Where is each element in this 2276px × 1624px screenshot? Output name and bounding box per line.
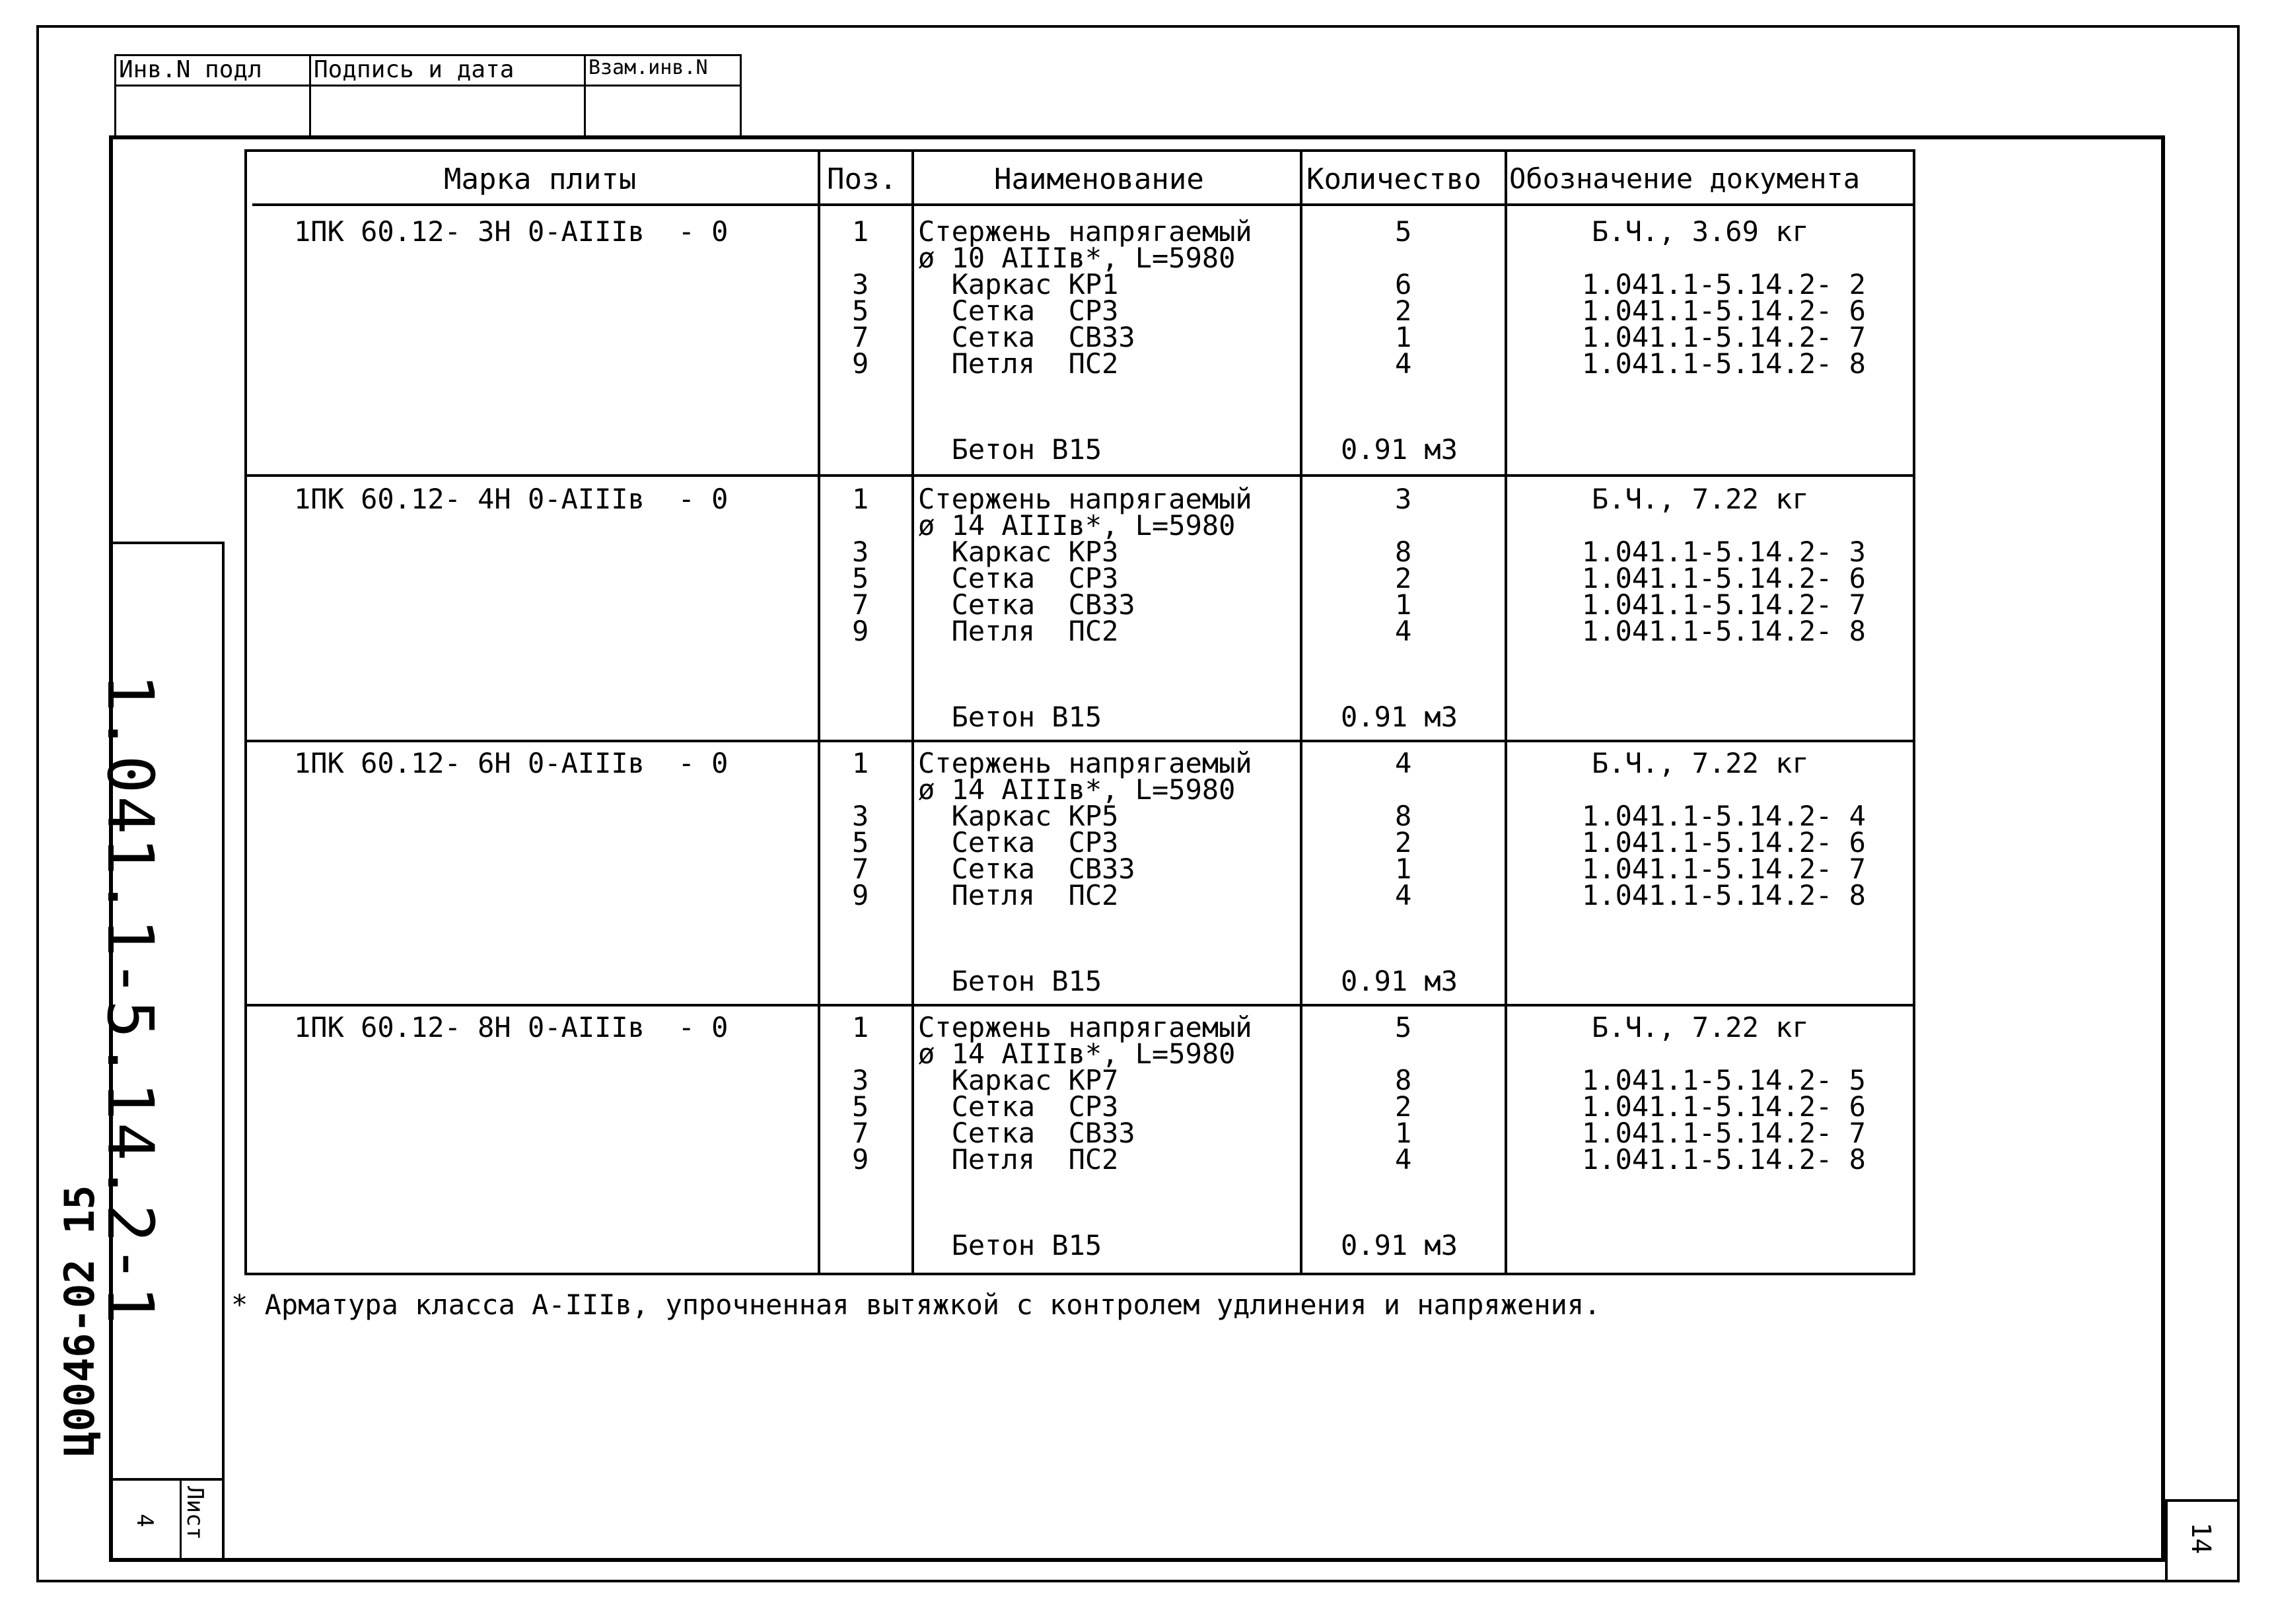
row-qty: 8 (1395, 800, 1412, 832)
row-name: Сетка СВ33 (918, 1117, 1135, 1149)
side-archive-code: Ц0046-02 15 (55, 1185, 104, 1456)
row-name: Петля ПС2 (918, 347, 1119, 380)
row-name: Сетка СВ33 (918, 853, 1135, 885)
row-pos: 5 (852, 826, 869, 859)
row-pos: 1 (852, 747, 869, 779)
row-qty: 6 (1395, 268, 1412, 300)
row-doc: 1.041.1-5.14.2- 6 (1582, 562, 1866, 594)
row-name: ø 14 AIIIв*, L=5980 (918, 773, 1236, 806)
side-sheet-number: 4 (131, 1514, 158, 1528)
row-qty: 5 (1395, 1011, 1412, 1043)
row-pos: 1 (852, 483, 869, 515)
row-name: Сетка СР3 (918, 826, 1119, 859)
row-volume: 0.91 м3 (1341, 701, 1458, 733)
header-mark: Марка плиты (444, 162, 637, 196)
row-pos: 3 (852, 536, 869, 568)
row-name: Стержень напрягаемый (918, 747, 1252, 779)
row-pos: 9 (852, 347, 869, 380)
side-doc-code: 1.041.1-5.14.2-1 (93, 674, 167, 1327)
row-name: ø 14 AIIIв*, L=5980 (918, 509, 1236, 542)
row-name: Стержень напрягаемый (918, 483, 1252, 515)
footnote: * Арматура класса А-IIIв, упрочненная вытяжкой с контролем удлинения и напряжения. (231, 1289, 1601, 1321)
row-doc: 1.041.1-5.14.2- 4 (1582, 800, 1866, 832)
row-pos: 1 (852, 1011, 869, 1043)
row-qty: 5 (1395, 215, 1412, 248)
row-qty: 4 (1395, 615, 1412, 647)
header-name: Наименование (994, 162, 1204, 196)
row-qty: 8 (1395, 536, 1412, 568)
row-qty: 2 (1395, 826, 1412, 859)
row-concrete: Бетон В15 (918, 965, 1102, 997)
row-doc: 1.041.1-5.14.2- 3 (1582, 536, 1866, 568)
row-doc: 1.041.1-5.14.2- 8 (1582, 879, 1866, 911)
row-qty: 8 (1395, 1064, 1412, 1096)
row-pos: 3 (852, 1064, 869, 1096)
row-name: Сетка СР3 (918, 562, 1119, 594)
row-doc: Б.Ч., 7.22 кг (1592, 747, 1809, 779)
row-doc: 1.041.1-5.14.2- 7 (1582, 1117, 1866, 1149)
header-pos: Поз. (827, 162, 897, 196)
row-pos: 9 (852, 879, 869, 911)
row-doc: Б.Ч., 7.22 кг (1592, 483, 1809, 515)
row-name: Сетка СВ33 (918, 588, 1135, 621)
row-doc: 1.041.1-5.14.2- 8 (1582, 1143, 1866, 1176)
row-doc: 1.041.1-5.14.2- 5 (1582, 1064, 1866, 1096)
row-mark: 1ПК 60.12- 6Н 0-AIIIв - 0 (294, 747, 729, 779)
row-name: Каркас КР5 (918, 800, 1119, 832)
header-qty: Количество (1306, 162, 1481, 196)
row-name: ø 10 AIIIв*, L=5980 (918, 242, 1236, 274)
row-pos: 9 (852, 1143, 869, 1176)
row-name: Сетка СР3 (918, 295, 1119, 327)
row-doc: 1.041.1-5.14.2- 7 (1582, 588, 1866, 621)
row-mark: 1ПК 60.12- 3Н 0-AIIIв - 0 (294, 215, 729, 248)
row-mark: 1ПК 60.12- 4Н 0-AIIIв - 0 (294, 483, 729, 515)
header-doc: Обозначение документа (1509, 162, 1861, 195)
row-name: Сетка СВ33 (918, 321, 1135, 353)
row-doc: 1.041.1-5.14.2- 8 (1582, 615, 1866, 647)
row-name: Каркас КР7 (918, 1064, 1119, 1096)
row-doc: 1.041.1-5.14.2- 8 (1582, 347, 1866, 380)
stamp-sign-label: Подпись и дата (314, 56, 515, 83)
row-doc: 1.041.1-5.14.2- 6 (1582, 1090, 1866, 1123)
row-name: Сетка СР3 (918, 1090, 1119, 1123)
row-pos: 9 (852, 615, 869, 647)
row-name: ø 14 AIIIв*, L=5980 (918, 1038, 1236, 1070)
row-qty: 4 (1395, 1143, 1412, 1176)
page-number: 14 (2186, 1522, 2216, 1555)
row-pos: 7 (852, 321, 869, 353)
row-mark: 1ПК 60.12- 8Н 0-AIIIв - 0 (294, 1011, 729, 1043)
row-doc: 1.041.1-5.14.2- 6 (1582, 826, 1866, 859)
row-name: Петля ПС2 (918, 615, 1119, 647)
row-qty: 1 (1395, 588, 1412, 621)
stamp-vzam-label: Взам.инв.N (588, 56, 708, 79)
row-pos: 5 (852, 295, 869, 327)
row-pos: 5 (852, 1090, 869, 1123)
row-qty: 2 (1395, 562, 1412, 594)
row-qty: 1 (1395, 321, 1412, 353)
row-pos: 3 (852, 800, 869, 832)
row-pos: 7 (852, 588, 869, 621)
row-concrete: Бетон В15 (918, 701, 1102, 733)
row-pos: 1 (852, 215, 869, 248)
row-doc: Б.Ч., 3.69 кг (1592, 215, 1809, 248)
row-pos: 7 (852, 853, 869, 885)
row-volume: 0.91 м3 (1341, 965, 1458, 997)
row-concrete: Бетон В15 (918, 433, 1102, 466)
row-name: Петля ПС2 (918, 1143, 1119, 1176)
row-qty: 2 (1395, 1090, 1412, 1123)
row-name: Стержень напрягаемый (918, 1011, 1252, 1043)
row-volume: 0.91 м3 (1341, 1229, 1458, 1261)
row-name: Каркас КР3 (918, 536, 1119, 568)
row-pos: 7 (852, 1117, 869, 1149)
row-name: Каркас КР1 (918, 268, 1119, 300)
row-pos: 3 (852, 268, 869, 300)
row-qty: 1 (1395, 1117, 1412, 1149)
row-pos: 5 (852, 562, 869, 594)
row-name: Стержень напрягаемый (918, 215, 1252, 248)
side-sheet-label: Лист (182, 1486, 208, 1540)
row-doc: 1.041.1-5.14.2- 6 (1582, 295, 1866, 327)
row-qty: 2 (1395, 295, 1412, 327)
row-doc: Б.Ч., 7.22 кг (1592, 1011, 1809, 1043)
row-doc: 1.041.1-5.14.2- 2 (1582, 268, 1866, 300)
row-qty: 3 (1395, 483, 1412, 515)
row-qty: 4 (1395, 879, 1412, 911)
row-volume: 0.91 м3 (1341, 433, 1458, 466)
row-concrete: Бетон В15 (918, 1229, 1102, 1261)
row-name: Петля ПС2 (918, 879, 1119, 911)
stamp-inv-label: Инв.N подл (119, 56, 262, 83)
row-doc: 1.041.1-5.14.2- 7 (1582, 321, 1866, 353)
row-qty: 4 (1395, 347, 1412, 380)
row-qty: 4 (1395, 747, 1412, 779)
row-qty: 1 (1395, 853, 1412, 885)
row-doc: 1.041.1-5.14.2- 7 (1582, 853, 1866, 885)
